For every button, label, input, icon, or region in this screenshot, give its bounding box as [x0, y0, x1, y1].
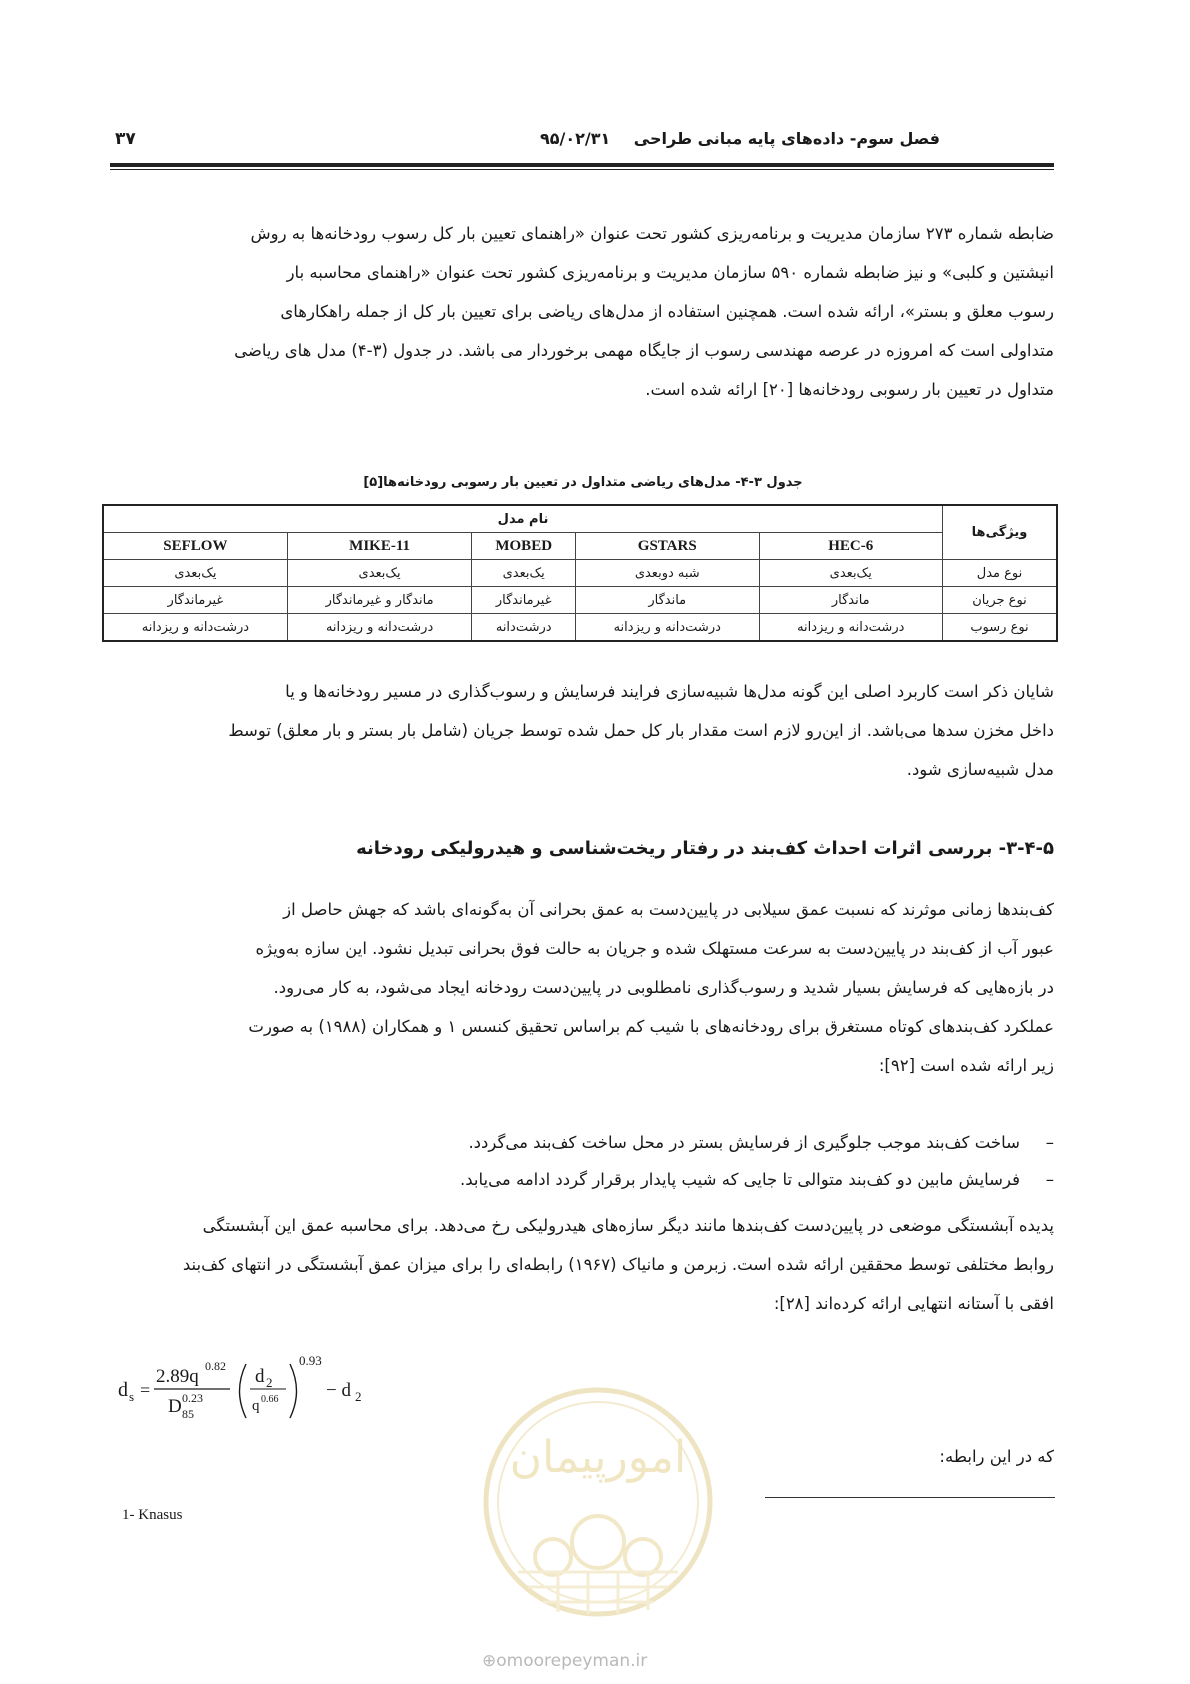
paragraph-line: عبور آب از کف‌بند در پایین‌دست به سرعت مستهلک شده و جریان به حالت فوق بحرانی تبدیل نشود. این سازه به‌ویژه	[255, 939, 1054, 958]
section-paragraph	[112, 890, 1054, 1085]
table-row	[103, 614, 1057, 642]
dash-icon: –	[1045, 1170, 1054, 1189]
formula-minus: − d	[326, 1380, 351, 1401]
watermark-logo	[478, 1382, 718, 1642]
paragraph-line: عملکرد کف‌بندهای کوتاه مستغرق برای رودخانه‌های با شیب کم براساس تحقیق کنسس ۱ و همکاران (۱۹۸۸) به صورت	[248, 1017, 1054, 1036]
bullet-list	[460, 1124, 1054, 1198]
formula-inner-den: q	[252, 1398, 260, 1414]
paragraph-line: روابط مختلفی توسط محققین ارائه شده است. زبرمن و مانیاک (۱۹۶۷) رابطه‌ای را برای میزان عمق آبشستگی در انتهای کف‌بند	[182, 1255, 1054, 1274]
right-paren	[290, 1364, 297, 1418]
model-header: SEFLOW	[103, 533, 287, 560]
footnote: 1- Knasus	[122, 1507, 183, 1523]
paragraph-line: زیر ارائه شده است [۹۲]:	[878, 1056, 1054, 1075]
globe-icon: ⊕	[482, 1651, 497, 1671]
watermark-text: ⊕omoorepeyman.ir	[482, 1651, 648, 1671]
paragraph-line: کف‌بندها زمانی موثرند که نسبت عمق سیلابی در پایین‌دست به عمق بحرانی آن به‌گونه‌ای باشد که جهش حاصل از	[283, 900, 1054, 919]
table-cell: درشت‌دانه	[472, 614, 576, 642]
formula-coef: 2.89q	[156, 1366, 199, 1387]
formula-coef-exp: 0.82	[205, 1359, 226, 1373]
table-cell: یک‌بعدی	[103, 560, 287, 587]
model-header: HEC-6	[759, 533, 943, 560]
formula-inner-den-exp: 0.66	[261, 1394, 279, 1405]
table-row	[103, 587, 1057, 614]
list-item	[460, 1161, 1054, 1198]
table-caption: جدول ۳-۴- مدل‌های ریاضی متداول در تعیین بار رسوبی رودخانه‌ها[۵]	[363, 475, 803, 490]
table-cell: ماندگار	[576, 587, 760, 614]
table-cell: ماندگار و غیرماندگار	[287, 587, 472, 614]
intro-line: انیشتین و کلبی» و نیز ضابطه شماره ۵۹۰ سازمان مدیریت و برنامه‌ریزی کشور تحت عنوان «راهنمای محاسبه بار	[286, 263, 1054, 282]
header-rule-thick	[110, 163, 1054, 167]
model-header: MIKE-11	[287, 533, 472, 560]
formula-eq: =	[140, 1380, 151, 1400]
feature-cell: نوع مدل	[943, 560, 1058, 587]
models-table	[102, 504, 1058, 642]
left-paren	[240, 1364, 247, 1418]
model-name-header: نام مدل	[103, 505, 943, 533]
chapter-title: فصل سوم- داده‌های پایه مبانی طراحی	[633, 129, 940, 148]
paragraph-line: افقی با آستانه انتهایی ارائه کرده‌اند [۲۸]:	[773, 1294, 1054, 1313]
table-cell: غیرماندگار	[472, 587, 576, 614]
feature-cell: نوع رسوب	[943, 614, 1058, 642]
list-item-text: فرسایش مابین دو کف‌بند متوالی تا جایی که شیب پایدار برقرار گردد ادامه می‌یابد.	[460, 1170, 1020, 1189]
dash-icon: –	[1045, 1133, 1054, 1152]
formula-lhs: d	[118, 1379, 128, 1401]
table-cell: درشت‌دانه و ریزدانه	[759, 614, 943, 642]
intro-paragraph	[112, 214, 1054, 409]
formula-den-base: D	[168, 1396, 182, 1417]
intro-line: ضابطه شماره ۲۷۳ سازمان مدیریت و برنامه‌ریزی کشور تحت عنوان «راهنمای تعیین بار کل رسوب رودخانه‌ها به روش	[250, 224, 1054, 243]
list-item-text: ساخت کف‌بند موجب جلوگیری از فرسایش بستر در محل ساخت کف‌بند می‌گردد.	[468, 1133, 1020, 1152]
formula-inner-num-sub: 2	[266, 1375, 273, 1390]
formula-lhs-sub: s	[129, 1389, 135, 1404]
intro-line: متداول در تعیین بار رسوبی رودخانه‌ها [۲۰] ارائه شده است.	[645, 380, 1054, 399]
list-item	[460, 1124, 1054, 1161]
table-cell: ماندگار	[759, 587, 943, 614]
table-cell: یک‌بعدی	[472, 560, 576, 587]
table-cell: یک‌بعدی	[759, 560, 943, 587]
paragraph-line: داخل مخزن سدها می‌باشد. از این‌رو لازم است مقدار بار کل حمل شده توسط جریان (شامل بار بستر و بار معلق) توسط	[228, 721, 1054, 740]
scour-paragraph	[112, 1206, 1054, 1323]
table-cell: درشت‌دانه و ریزدانه	[103, 614, 287, 642]
footnote-rule	[765, 1497, 1055, 1498]
paragraph-line: شایان ذکر است کاربرد اصلی این گونه مدل‌ها شبیه‌سازی فرایند فرسایش و رسوب‌گذاری در مسیر رودخانه‌ها و یا	[285, 682, 1054, 701]
intro-line: متداولی است که امروزه در عرصه مهندسی رسوب از جایگاه مهمی برخوردار می باشد. در جدول (۳-۴) مدل های ریاضی	[234, 341, 1054, 360]
paragraph-line: در بازه‌هایی که فرسایش بسیار شدید و رسوب‌گذاری نامطلوبی در پایین‌دست رودخانه ایجاد می‌شود، به کار می‌رود.	[273, 978, 1054, 997]
table-cell: شبه دوبعدی	[576, 560, 760, 587]
formula-den-sub: 85	[182, 1407, 194, 1421]
formula-outer-exp: 0.93	[299, 1356, 322, 1368]
paragraph-line: پدیده آبشستگی موضعی در پایین‌دست کف‌بندها مانند دیگر سازه‌های هیدرولیکی رخ می‌دهد. برای محاسبه عمق این آبشستگی	[202, 1216, 1054, 1235]
paragraph-line: مدل شبیه‌سازی شود.	[906, 760, 1054, 779]
table-cell: غیرماندگار	[103, 587, 287, 614]
table-cell: درشت‌دانه و ریزدانه	[287, 614, 472, 642]
formula-minus-sub: 2	[355, 1389, 362, 1404]
formula-den-exp: 0.23	[182, 1391, 203, 1405]
section-heading: ۳-۴-۵- بررسی اثرات احداث کف‌بند در رفتار ریخت‌شناسی و هیدرولیکی رودخانه	[356, 838, 1054, 859]
features-header: ویژگی‌ها	[943, 505, 1058, 560]
table-cell: درشت‌دانه و ریزدانه	[576, 614, 760, 642]
formula-inner-num: d	[255, 1366, 265, 1387]
scour-formula	[118, 1356, 408, 1426]
model-header: GSTARS	[576, 533, 760, 560]
header-rule-thin	[110, 169, 1054, 170]
model-header: MOBED	[472, 533, 576, 560]
header-date: ۹۵/۰۲/۳۱	[540, 129, 611, 148]
after-table-paragraph	[112, 672, 1054, 789]
intro-line: رسوب معلق و بستر»، ارائه شده است. همچنین استفاده از مدل‌های ریاضی برای تعیین بار کل از جمله راهکارهای	[280, 302, 1054, 321]
feature-cell: نوع جریان	[943, 587, 1058, 614]
table-row	[103, 560, 1057, 587]
watermark-logo-text: امورپیمان	[509, 1432, 687, 1483]
page-number: ۳۷	[115, 129, 136, 149]
where-text: که در این رابطه:	[939, 1447, 1054, 1466]
table-cell: یک‌بعدی	[287, 560, 472, 587]
